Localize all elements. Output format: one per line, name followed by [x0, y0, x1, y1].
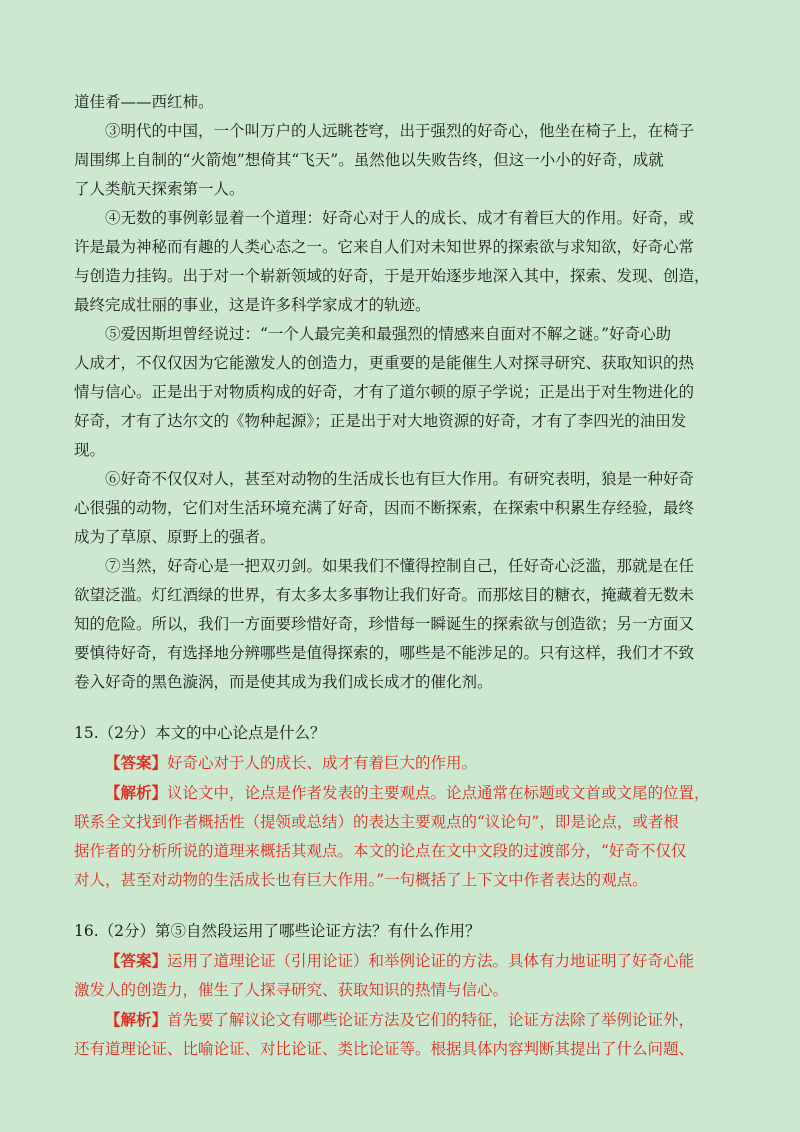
paragraph-7: [74, 552, 734, 697]
answer-line: 激发人的创造力，催生了人探寻研究、获取知识的热情与信心。: [74, 981, 509, 999]
answer-tag: 【答案】: [105, 753, 168, 772]
paragraph-line: 知的危险。所以，我们一方面要珍惜好奇，珍惜每一瞬诞生的探索欲与创造欲；另一方面又: [74, 615, 695, 633]
spacer: [74, 697, 734, 719]
analysis-line: 据作者的分析所说的道理来概括其观点。本文的论点在文中文段的过渡部分，“好奇不仅仅: [74, 842, 687, 860]
document-page: [74, 88, 734, 1064]
paragraph-line: ⑦当然，好奇心是一把双刃剑。如果我们不懂得控制自己，任好奇心泛滥，那就是在任: [105, 557, 695, 575]
paragraph-4: [74, 204, 734, 320]
answer-text: 运用了道理论证（引用论证）和举例论证的方法。具体有力地证明了好奇心能: [167, 952, 695, 970]
paragraph-line: ③明代的中国，一个叫万户的人远眺苍穹，出于强烈的好奇心，他坐在椅子上，在椅子: [105, 122, 695, 140]
answer-line: [74, 946, 734, 976]
paragraph-6: [74, 465, 734, 552]
question-15: [74, 719, 734, 895]
paragraph-line: 心很强的动物，它们对生活环境充满了好奇，因而不断探索，在探索中积累生存经验，最终: [74, 499, 695, 517]
paragraph-line: ⑥好奇不仅仅对人，甚至对动物的生活成长也有巨大作用。有研究表明，狼是一种好奇: [105, 470, 695, 488]
analysis-block: [74, 1005, 734, 1064]
paragraph-line: ④无数的事例彰显着一个道理：好奇心对于人的成长、成才有着巨大的作用。好奇，或: [105, 209, 695, 227]
answer-tag: 【答案】: [105, 951, 168, 970]
paragraph-3: [74, 117, 734, 204]
passage-lead-line: 道佳肴——西红柿。: [74, 93, 214, 111]
analysis-line: 对人，甚至对动物的生活成长也有巨大作用。”一句概括了上下文中作者表达的观点。: [74, 871, 648, 889]
paragraph-line: 与创造力挂钩。出于对一个崭新领域的好奇，于是开始逐步地深入其中，探索、发现、创造，: [74, 267, 710, 285]
analysis-line: 还有道理论证、比喻论证、对比论证、类比论证等。根据具体内容判断其提出了什么问题、: [74, 1040, 695, 1058]
paragraph-line: 卷入好奇的黑色漩涡，而是使其成为我们成长成才的催化剂。: [74, 673, 493, 691]
paragraph-line: 人成才，不仅仅因为它能激发人的创造力，更重要的是能催生人对探寻研究、获取知识的热: [74, 354, 695, 372]
analysis-line: [74, 778, 734, 808]
analysis-text: 首先要了解议论文有哪些论证方法及它们的特征，论证方法除了举例论证外，: [167, 1011, 695, 1029]
paragraph-line: 好奇，才有了达尔文的《物种起源》；正是出于对大地资源的好奇，才有了李四光的油田发: [74, 412, 687, 430]
paragraph-line: 周围绑上自制的“火箭炮”想倚其“飞天”。虽然他以失败告终，但这一小小的好奇，成就: [74, 151, 664, 169]
paragraph-line: 要慎待好奇，有选择地分辨哪些是值得探索的，哪些是不能涉足的。只有这样，我们才不致: [74, 644, 695, 662]
paragraph-line: 欲望泛滥。灯红酒绿的世界，有太多太多事物让我们好奇。而那炫目的糖衣，掩藏着无数未: [74, 586, 695, 604]
analysis-text: 议论文中，论点是作者发表的主要观点。论点通常在标题或文首或文尾的位置，: [167, 784, 710, 802]
question-text: 16.（2分）第⑤自然段运用了哪些论证方法？有什么作用？: [74, 922, 481, 940]
answer-block: [74, 946, 734, 1005]
answer-block: [74, 748, 734, 778]
answer-line: [74, 748, 734, 778]
paragraph-line: 了人类航天探索第一人。: [74, 180, 245, 198]
paragraph-line: 最终完成壮丽的事业，这是许多科学家成才的轨迹。: [74, 296, 431, 314]
analysis-block: [74, 778, 734, 895]
analysis-line: [74, 1005, 734, 1035]
paragraph-line: 情与信心。正是出于对物质构成的好奇，才有了道尔顿的原子学说；正是出于对生物进化的: [74, 383, 695, 401]
paragraph-line: 成为了草原、原野上的强者。: [74, 528, 276, 546]
paragraph-line: 现。: [74, 441, 106, 459]
paragraph-line: ⑤爱因斯坦曾经说过：“一个人最完美和最强烈的情感来自面对不解之谜。”好奇心助: [105, 325, 672, 343]
spacer: [74, 895, 734, 917]
analysis-line: 联系全文找到作者概括性（提领或总结）的表达主要观点的“议论句”，即是论点，或者根: [74, 813, 679, 831]
analysis-tag: 【解析】: [105, 1010, 168, 1029]
answer-text: 好奇心对于人的成长、成才有着巨大的作用。: [167, 754, 478, 772]
question-16: [74, 917, 734, 1064]
paragraph-line: 许是最为神秘而有趣的人类心态之一。它来自人们对未知世界的探索欲与求知欲，好奇心常: [74, 238, 695, 256]
question-text: 15.（2分）本文的中心论点是什么？: [74, 724, 326, 742]
paragraph-5: [74, 320, 734, 465]
analysis-tag: 【解析】: [105, 783, 168, 802]
